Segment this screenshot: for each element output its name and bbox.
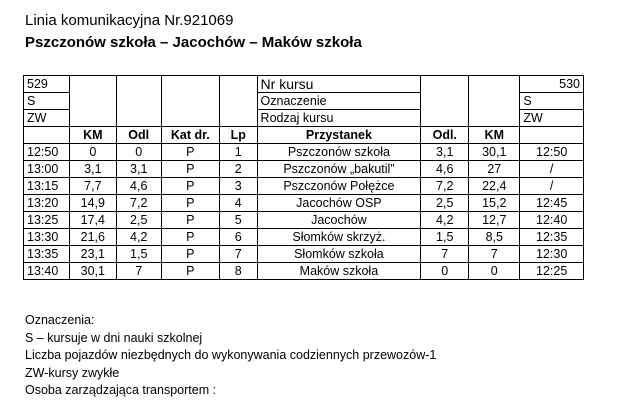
kat-cell: P — [161, 263, 219, 280]
lp-cell: 5 — [220, 212, 258, 229]
col-km2: KM — [469, 127, 520, 144]
header-row-type — [24, 110, 584, 127]
lp-cell: 2 — [220, 161, 258, 178]
timetable — [23, 75, 584, 280]
col-kat: Kat dr. — [161, 127, 219, 144]
km-cell: 21,6 — [69, 229, 116, 246]
odl-return-cell: 7 — [421, 246, 469, 263]
departure-time: 13:25 — [24, 212, 70, 229]
stop-name: Pszczonów szkoła — [257, 144, 421, 161]
table-row — [24, 263, 584, 280]
odl-return-cell: 2,5 — [421, 195, 469, 212]
km-return-cell: 30,1 — [469, 144, 520, 161]
lp-cell: 1 — [220, 144, 258, 161]
km-cell: 3,1 — [69, 161, 116, 178]
right-mark: S — [520, 93, 584, 110]
departure-time: 13:20 — [24, 195, 70, 212]
header-row-mark — [24, 93, 584, 110]
col-stop: Przystanek — [257, 127, 421, 144]
departure-time: 13:15 — [24, 178, 70, 195]
km-cell: 23,1 — [69, 246, 116, 263]
notes — [25, 312, 436, 400]
table-row — [24, 161, 584, 178]
km-return-cell: 7 — [469, 246, 520, 263]
km-return-cell: 27 — [469, 161, 520, 178]
odl-return-cell: 4,2 — [421, 212, 469, 229]
label-type: Rodzaj kursu — [257, 110, 421, 127]
return-time: 12:50 — [520, 144, 584, 161]
lp-cell: 8 — [220, 263, 258, 280]
km-return-cell: 15,2 — [469, 195, 520, 212]
table-row — [24, 246, 584, 263]
return-time: 12:45 — [520, 195, 584, 212]
return-time: / — [520, 178, 584, 195]
kat-cell: P — [161, 178, 219, 195]
km-cell: 17,4 — [69, 212, 116, 229]
km-return-cell: 0 — [469, 263, 520, 280]
odl-return-cell: 4,6 — [421, 161, 469, 178]
col-km: KM — [69, 127, 116, 144]
return-time: / — [520, 161, 584, 178]
kat-cell: P — [161, 161, 219, 178]
column-header-row — [24, 127, 584, 144]
note-line: S – kursuje w dni nauki szkolnej — [25, 330, 203, 345]
kat-cell: P — [161, 246, 219, 263]
departure-time: 13:35 — [24, 246, 70, 263]
return-time: 12:35 — [520, 229, 584, 246]
departure-time: 13:00 — [24, 161, 70, 178]
lp-cell: 6 — [220, 229, 258, 246]
lp-cell: 7 — [220, 246, 258, 263]
header-row-course — [24, 76, 584, 93]
km-cell: 30,1 — [69, 263, 116, 280]
label-mark: Oznaczenie — [257, 93, 421, 110]
table-row — [24, 144, 584, 161]
line-title: Linia komunikacyjna Nr.921069 — [25, 12, 234, 29]
col-odl: Odl — [116, 127, 161, 144]
lp-cell: 3 — [220, 178, 258, 195]
return-time: 12:30 — [520, 246, 584, 263]
lp-cell: 4 — [220, 195, 258, 212]
km-cell: 14,9 — [69, 195, 116, 212]
stop-name: Słomków skrzyż. — [257, 229, 421, 246]
odl-cell: 4,2 — [116, 229, 161, 246]
km-cell: 7,7 — [69, 178, 116, 195]
departure-time: 12:50 — [24, 144, 70, 161]
odl-cell: 7,2 — [116, 195, 161, 212]
odl-cell: 4,6 — [116, 178, 161, 195]
stop-name: Jacochów OSP — [257, 195, 421, 212]
right-type: ZW — [520, 110, 584, 127]
kat-cell: P — [161, 212, 219, 229]
route-title: Pszczonów szkoła – Jacochów – Maków szkoła — [25, 34, 362, 51]
stop-name: Pszczonów Połężce — [257, 178, 421, 195]
col-odl2: Odl. — [421, 127, 469, 144]
note-line: ZW-kursy zwykłe — [25, 365, 120, 380]
departure-time: 13:30 — [24, 229, 70, 246]
km-cell: 0 — [69, 144, 116, 161]
table-row — [24, 229, 584, 246]
notes-heading: Oznaczenia: — [25, 313, 95, 327]
stop-name: Maków szkoła — [257, 263, 421, 280]
odl-cell: 2,5 — [116, 212, 161, 229]
left-course-number: 529 — [24, 76, 70, 93]
return-time: 12:25 — [520, 263, 584, 280]
note-line: Osoba zarządzająca transportem : — [25, 383, 217, 397]
kat-cell: P — [161, 144, 219, 161]
odl-return-cell: 0 — [421, 263, 469, 280]
kat-cell: P — [161, 229, 219, 246]
return-time: 12:40 — [520, 212, 584, 229]
odl-return-cell: 1,5 — [421, 229, 469, 246]
note-line: Liczba pojazdów niezbędnych do wykonywania codziennych przewozów-1 — [25, 348, 437, 362]
odl-cell: 7 — [116, 263, 161, 280]
stop-name: Jacochów — [257, 212, 421, 229]
odl-cell: 1,5 — [116, 246, 161, 263]
km-return-cell: 22,4 — [469, 178, 520, 195]
km-return-cell: 12,7 — [469, 212, 520, 229]
stop-name: Słomków szkoła — [257, 246, 421, 263]
departure-time: 13:40 — [24, 263, 70, 280]
left-mark: S — [24, 93, 70, 110]
odl-cell: 3,1 — [116, 161, 161, 178]
odl-cell: 0 — [116, 144, 161, 161]
right-course-number: 530 — [520, 76, 584, 93]
odl-return-cell: 7,2 — [421, 178, 469, 195]
stop-name: Pszczonów „bakutil” — [257, 161, 421, 178]
table-row — [24, 212, 584, 229]
label-course: Nr kursu — [257, 76, 421, 93]
odl-return-cell: 3,1 — [421, 144, 469, 161]
col-lp: Lp — [220, 127, 258, 144]
left-type: ZW — [24, 110, 70, 127]
table-row — [24, 178, 584, 195]
table-row — [24, 195, 584, 212]
kat-cell: P — [161, 195, 219, 212]
km-return-cell: 8,5 — [469, 229, 520, 246]
